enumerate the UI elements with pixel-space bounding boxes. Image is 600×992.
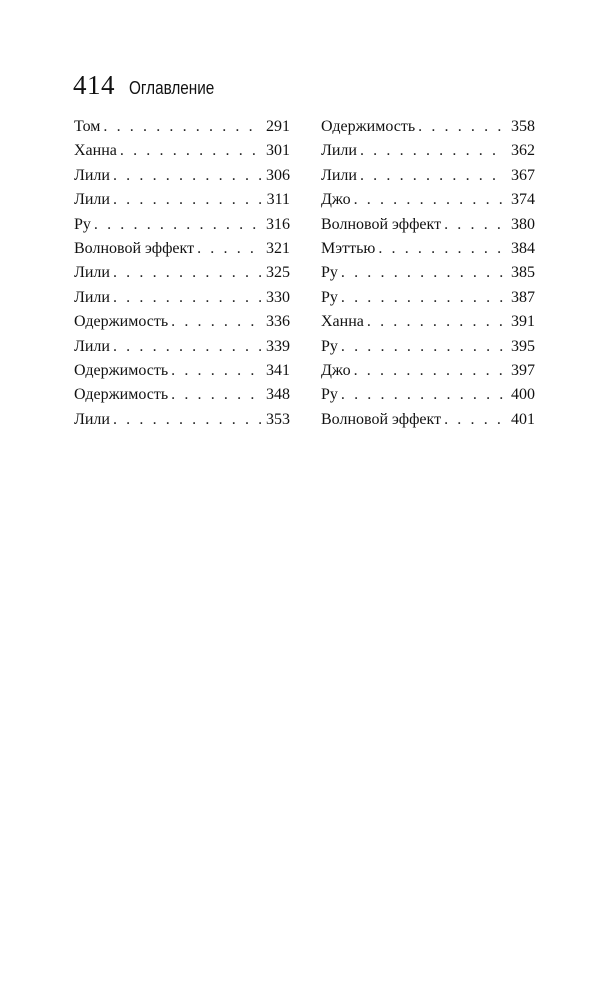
toc-entry-title: Лили xyxy=(321,142,357,160)
toc-entry xyxy=(74,338,290,362)
toc-entry-title: Лили xyxy=(74,410,110,428)
toc-leader-dots xyxy=(120,142,261,160)
toc-leader-dots xyxy=(113,338,261,356)
toc-leader-dots xyxy=(113,289,261,307)
toc-entry xyxy=(74,411,290,435)
toc-entry-title: Лили xyxy=(74,191,110,209)
toc-entry-page: 348 xyxy=(266,386,290,404)
toc-entry-page: 316 xyxy=(266,215,290,233)
toc-entry xyxy=(321,338,535,362)
toc-leader-dots xyxy=(94,216,261,234)
toc-leader-dots xyxy=(113,264,261,282)
toc-leader-dots xyxy=(171,362,261,380)
toc-entry-page: 384 xyxy=(511,239,535,257)
toc-entry xyxy=(74,386,290,410)
toc-entry-title: Ханна xyxy=(321,313,364,331)
toc-entry-title: Лили xyxy=(321,166,357,184)
toc-entry-page: 367 xyxy=(511,166,535,184)
toc-entry xyxy=(321,386,535,410)
toc-entry-title: Одержимость xyxy=(74,313,169,331)
toc-entry xyxy=(74,362,290,386)
toc-leader-dots xyxy=(360,142,506,160)
toc-leader-dots xyxy=(360,167,506,185)
toc-entry-title: Лили xyxy=(74,337,110,355)
toc-leader-dots xyxy=(113,167,261,185)
toc-entry-title: Ру xyxy=(321,288,338,306)
toc-entry-page: 336 xyxy=(266,313,290,331)
toc-leader-dots xyxy=(378,240,506,258)
toc-entry-title: Волновой эффект xyxy=(74,239,195,257)
toc-entry xyxy=(321,362,535,386)
toc-entry xyxy=(321,191,535,215)
toc-entry-page: 374 xyxy=(511,191,535,209)
toc-entry xyxy=(74,264,290,288)
page-header xyxy=(73,70,229,101)
toc-leader-dots xyxy=(341,386,506,404)
toc-entry xyxy=(321,264,535,288)
toc-entry-page: 339 xyxy=(266,337,290,355)
toc-entry-page: 311 xyxy=(266,191,290,209)
running-header-title: Оглавление xyxy=(129,78,215,98)
toc-entry-page: 387 xyxy=(511,288,535,306)
toc-leader-dots xyxy=(113,411,261,429)
toc-entry-title: Лили xyxy=(74,288,110,306)
toc-leader-dots xyxy=(418,118,506,136)
toc-entry xyxy=(321,313,535,337)
toc-leader-dots xyxy=(113,191,262,209)
toc-leader-dots xyxy=(354,362,506,380)
toc-entry-page: 362 xyxy=(511,142,535,160)
toc-entry xyxy=(321,289,535,313)
toc-entry-title: Волновой эффект xyxy=(321,410,442,428)
toc-leader-dots xyxy=(197,240,261,258)
toc-entry-title: Ру xyxy=(74,215,91,233)
toc-entry xyxy=(74,216,290,240)
toc-entry-title: Ру xyxy=(321,337,338,355)
toc-entry xyxy=(321,411,535,435)
toc-entry xyxy=(74,142,290,166)
page-number: 414 xyxy=(73,70,115,100)
toc-entry xyxy=(321,167,535,191)
toc-entry-title: Лили xyxy=(74,264,110,282)
toc-entry-title: Волновой эффект xyxy=(321,215,442,233)
toc-leader-dots xyxy=(444,216,506,234)
toc-entry-title: Том xyxy=(74,118,101,135)
toc-entry-title: Мэттью xyxy=(321,239,376,257)
toc-entry-page: 341 xyxy=(266,361,290,379)
toc-entry-page: 306 xyxy=(266,166,290,184)
toc-leader-dots xyxy=(367,313,506,331)
toc-entry-title: Джо xyxy=(321,191,351,209)
toc-entry xyxy=(321,142,535,166)
toc-entry xyxy=(74,313,290,337)
toc-entry-page: 400 xyxy=(511,386,535,404)
toc-entry-title: Одержимость xyxy=(74,386,169,404)
toc-entry xyxy=(321,240,535,264)
toc-entry-page: 391 xyxy=(511,313,535,331)
toc-leader-dots xyxy=(341,264,506,282)
toc-entry xyxy=(74,167,290,191)
toc-entry-page: 395 xyxy=(511,337,535,355)
toc-entry-title: Одержимость xyxy=(321,118,416,135)
toc-entry xyxy=(74,191,290,215)
toc-leader-dots xyxy=(103,118,261,136)
toc-entry-page: 385 xyxy=(511,264,535,282)
toc-entry-title: Ханна xyxy=(74,142,117,160)
toc-entry-page: 353 xyxy=(266,410,290,428)
toc-leader-dots xyxy=(341,289,506,307)
toc-entry-page: 325 xyxy=(266,264,290,282)
toc-leader-dots xyxy=(444,411,506,429)
toc-entry xyxy=(74,289,290,313)
toc-column-left xyxy=(74,118,290,435)
toc-leader-dots xyxy=(171,313,261,331)
toc-entry xyxy=(321,216,535,240)
toc-entry-title: Лили xyxy=(74,166,110,184)
toc-entry-page: 397 xyxy=(511,361,535,379)
toc-entry xyxy=(321,118,535,142)
toc-entry-title: Ру xyxy=(321,264,338,282)
toc-entry-page: 401 xyxy=(511,410,535,428)
toc-entry xyxy=(74,118,290,142)
toc-leader-dots xyxy=(354,191,506,209)
toc-entry-page: 380 xyxy=(511,215,535,233)
toc-column-right xyxy=(321,118,535,435)
toc-entry xyxy=(74,240,290,264)
toc-entry-page: 301 xyxy=(266,142,290,160)
toc-leader-dots xyxy=(171,386,261,404)
toc-leader-dots xyxy=(341,338,506,356)
toc-entry-page: 330 xyxy=(266,288,290,306)
toc-entry-title: Одержимость xyxy=(74,361,169,379)
toc-entry-page: 291 xyxy=(266,118,290,135)
toc-entry-title: Джо xyxy=(321,361,351,379)
toc-entry-page: 321 xyxy=(266,239,290,257)
toc-entry-page: 358 xyxy=(511,118,535,135)
toc-entry-title: Ру xyxy=(321,386,338,404)
